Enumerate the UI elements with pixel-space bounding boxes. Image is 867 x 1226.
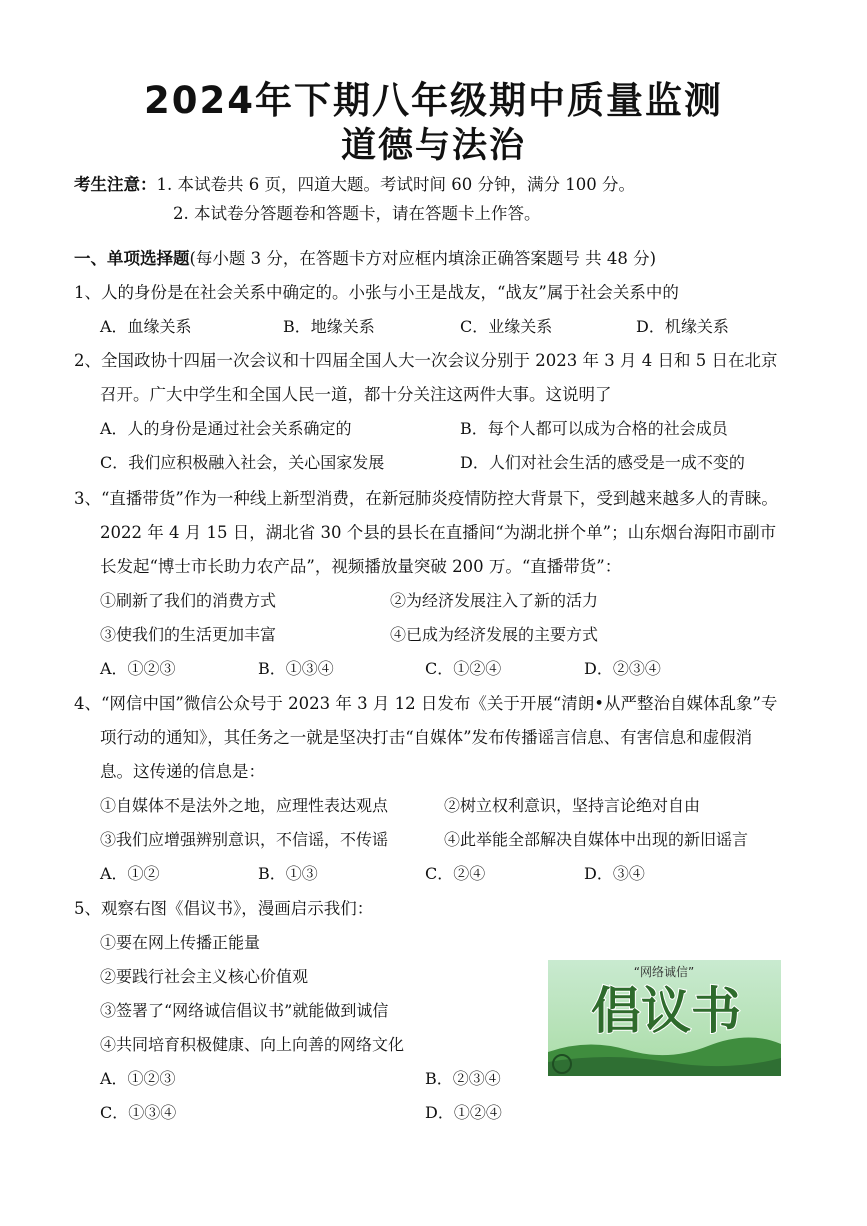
q2-option-c: C．我们应积极融入社会，关心国家发展: [100, 453, 385, 472]
q4-statement-1: ①自媒体不是法外之地，应理性表达观点: [100, 796, 389, 815]
q5-option-b: B．②③④: [425, 1069, 501, 1088]
q3-statement-1: ①刷新了我们的消费方式: [100, 591, 277, 610]
q5-option-a: A．①②③: [100, 1069, 176, 1088]
subject-title: 道德与法治: [340, 126, 526, 166]
q5-statement-1: ①要在网上传播正能量: [100, 933, 261, 952]
q2-option-a: A．人的身份是通过社会关系确定的: [100, 419, 352, 438]
question-4-stem-line-1: 4、“网信中国”微信公众号于 2023 年 3 月 12 日发布《关于开展“清朗•从严整治自媒体乱象”专: [74, 694, 778, 713]
notice-label: 考生注意：: [74, 175, 157, 194]
q5-statement-3: ③签署了“网络诚信倡议书”就能做到诚信: [100, 1001, 389, 1020]
q1-option-b: B．地缘关系: [283, 317, 375, 336]
notice-item-1: 1. 本试卷共 6 页，四道大题。考试时间 60 分钟，满分 100 分。: [156, 175, 635, 194]
q3-option-d: D．②③④: [584, 659, 661, 678]
q3-statement-4: ④已成为经济发展的主要方式: [390, 625, 599, 644]
q3-statement-2: ②为经济发展注入了新的活力: [390, 591, 599, 610]
question-5-stem: 5、观察右图《倡议书》，漫画启示我们：: [74, 899, 374, 918]
q4-statement-4: ④此举能全部解决自媒体中出现的新旧谣言: [444, 830, 749, 849]
q4-option-a: A．①②: [100, 864, 160, 883]
banner-caption-main: 倡议书: [591, 982, 741, 1040]
banner-caption-top: “网络诚信”: [633, 965, 695, 979]
q1-option-c: C．业缘关系: [460, 317, 553, 336]
question-3-stem-line-3: 长发起“博士市长助力农产品”，视频播放量突破 200 万。“直播带货”：: [100, 557, 622, 576]
question-1-stem: 1、人的身份是在社会关系中确定的。小张与小王是战友，“战友”属于社会关系中的: [74, 283, 679, 302]
question-2-stem-line-2: 召开。广大中学生和全国人民一道，都十分关注这两件大事。这说明了: [100, 385, 612, 404]
question-4-stem-line-2: 项行动的通知》，其任务之一就是坚决打击“自媒体”发布传播谣言信息、有害信息和虚假消: [100, 728, 753, 747]
section-heading: [74, 248, 656, 270]
q2-option-d: D．人们对社会生活的感受是一成不变的: [460, 453, 745, 472]
question-2-stem-line-1: 2、全国政协十四届一次会议和十四届全国人大一次会议分别于 2023 年 3 月 4 日和 5 日在北京: [74, 351, 778, 370]
proposal-banner-image: [548, 960, 781, 1076]
notice-line-1: [74, 174, 635, 196]
q4-statement-2: ②树立权利意识，坚持言论绝对自由: [444, 796, 701, 815]
q3-statement-3: ③使我们的生活更加丰富: [100, 625, 277, 644]
q1-option-d: D．机缘关系: [636, 317, 729, 336]
q3-option-c: C．①②④: [425, 659, 502, 678]
q5-statement-2: ②要践行社会主义核心价值观: [100, 967, 309, 986]
proposal-banner-graphic: [548, 960, 781, 1076]
q2-option-b: B．每个人都可以成为合格的社会成员: [460, 419, 728, 438]
q5-option-d: D．①②④: [425, 1103, 502, 1122]
section-instruction: (每小题 3 分，在答题卡方对应框内填涂正确答案题号 共 48 分): [189, 249, 657, 268]
q4-option-b: B．①③: [258, 864, 318, 883]
question-4-stem-line-3: 息。这传递的信息是：: [100, 762, 265, 781]
question-3-stem-line-1: 3、“直播带货”作为一种线上新型消费，在新冠肺炎疫情防控大背景下，受到越来越多人的青睐。: [74, 489, 778, 508]
section-title: 一、单项选择题: [74, 249, 190, 268]
q4-statement-3: ③我们应增强辨别意识，不信谣，不传谣: [100, 830, 389, 849]
q5-statement-4: ④共同培育积极健康、向上向善的网络文化: [100, 1035, 405, 1054]
question-3-stem-line-2: 2022 年 4 月 15 日，湖北省 30 个县的县长在直播间“为湖北拼个单”；山东烟台海阳市副市: [100, 523, 777, 542]
exam-title: 2024年下期八年级期中质量监测: [144, 79, 723, 122]
q3-option-a: A．①②③: [100, 659, 176, 678]
q4-option-c: C．②④: [425, 864, 486, 883]
notice-item-2: 2. 本试卷分答题卷和答题卡，请在答题卡上作答。: [173, 204, 541, 223]
q5-option-c: C．①③④: [100, 1103, 177, 1122]
q3-option-b: B．①③④: [258, 659, 334, 678]
q1-option-a: A．血缘关系: [100, 317, 192, 336]
q4-option-d: D．③④: [584, 864, 645, 883]
